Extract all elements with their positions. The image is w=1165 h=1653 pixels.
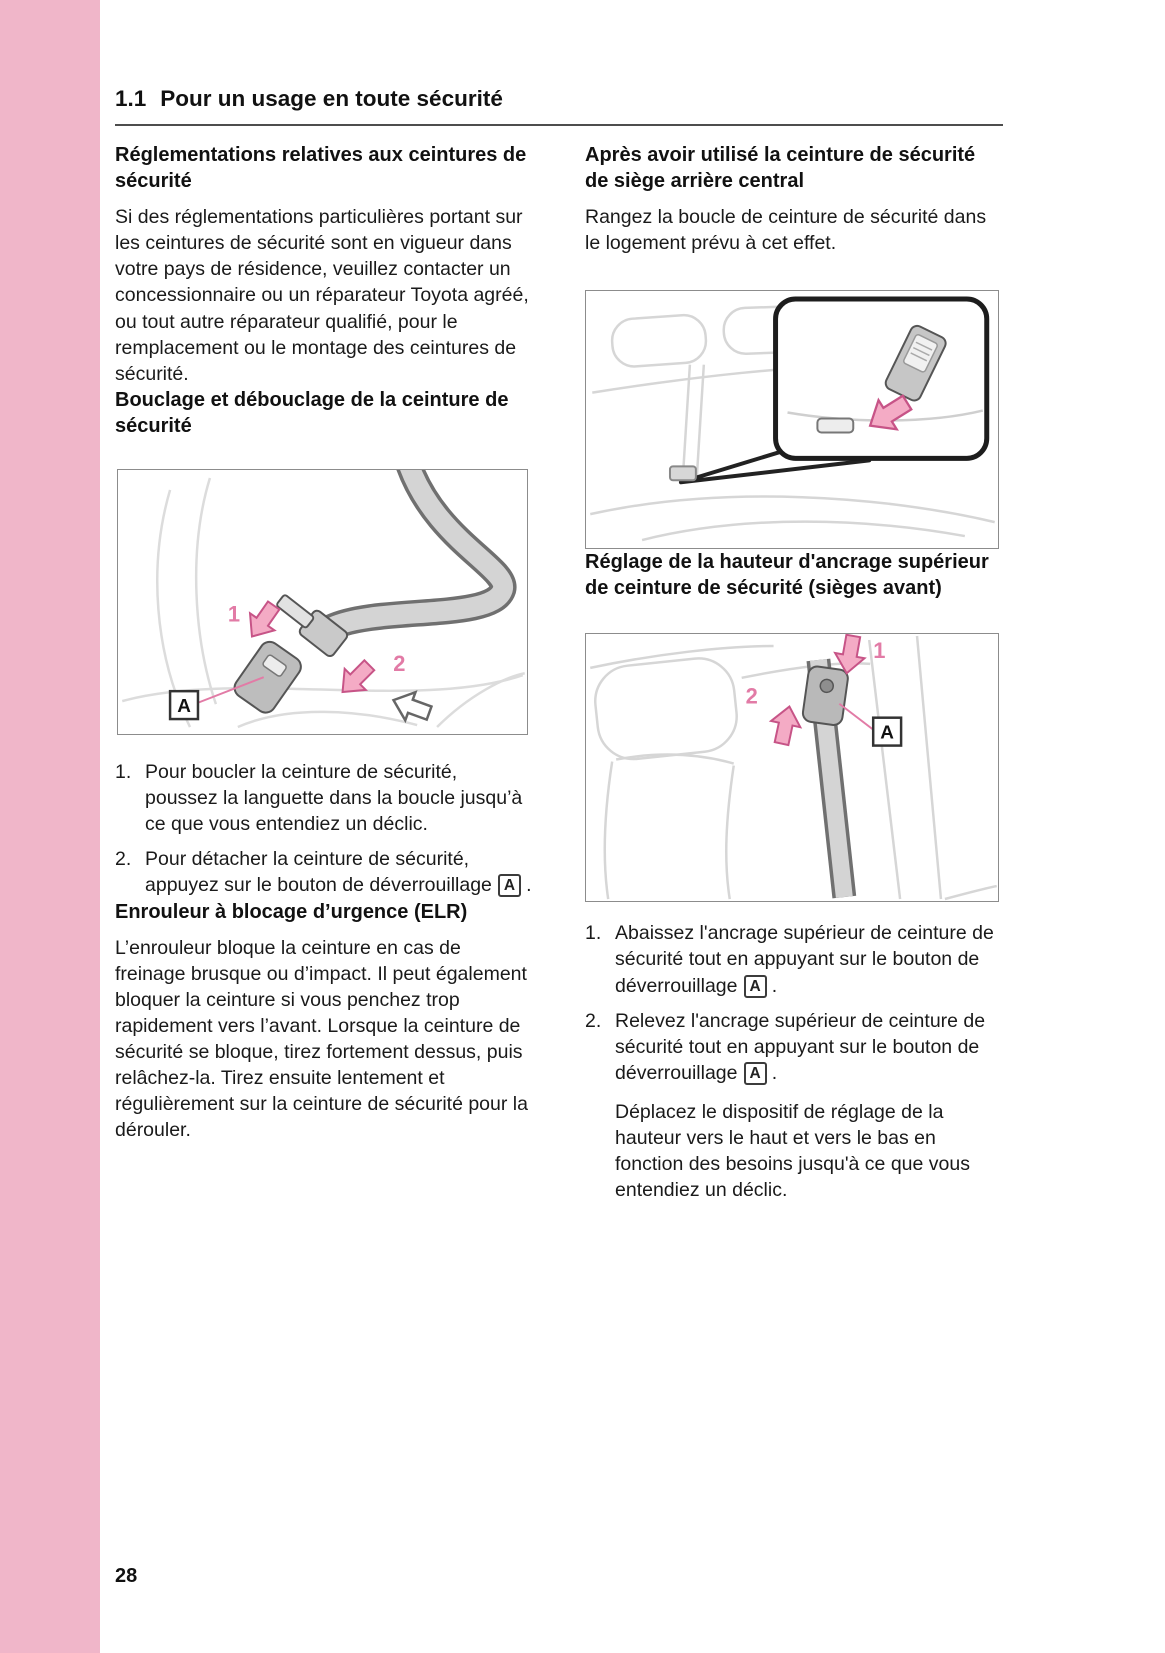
arrow-2-icon xyxy=(332,655,380,703)
inline-label-a-badge: A xyxy=(498,874,521,897)
height-adjust-note: Déplacez le dispositif de réglage de la hauteur vers le haut et vers le bas en fonction des besoins jusqu'à ce que vous entendiez un déclic. xyxy=(615,1101,970,1202)
cabin-contour-lines xyxy=(590,636,996,899)
heading-height-adjust: Réglage de la hauteur d'ancrage supérieur de ceinture de sécurité (sièges avant) xyxy=(585,551,989,600)
figure1-label-a: A xyxy=(177,695,191,717)
list-item xyxy=(115,759,533,837)
list-item-number: 2. xyxy=(585,1009,602,1032)
label-a-box xyxy=(873,718,901,746)
list-item-text-after: . xyxy=(526,874,532,897)
figure-shoulder-anchor-adjust xyxy=(585,633,999,902)
heading-buckling: Bouclage et débouclage de la ceinture de sécurité xyxy=(115,388,509,437)
list-item-number: 1. xyxy=(585,922,602,945)
figure3-label-2: 2 xyxy=(745,683,758,709)
figure1-label-1: 1 xyxy=(227,601,241,627)
arrow-up-2-icon xyxy=(767,704,804,747)
belt-buckle xyxy=(231,638,305,717)
figure-height-svg xyxy=(586,634,998,901)
figure1-label-2: 2 xyxy=(393,651,406,677)
figure3-label-a: A xyxy=(880,722,894,744)
buckling-steps-list xyxy=(115,759,533,899)
list-item xyxy=(585,920,1003,998)
buckle-storage-slot xyxy=(817,419,853,433)
list-item-text-after: . xyxy=(771,1061,778,1084)
shoulder-anchor-adjuster xyxy=(802,666,849,727)
list-item-text-after: . xyxy=(771,974,778,997)
inline-label-a-badge: A xyxy=(744,1062,767,1085)
page-title xyxy=(115,86,1003,126)
figure-buckle-svg xyxy=(118,470,527,734)
list-item xyxy=(115,846,533,898)
inline-label-a-badge: A xyxy=(744,975,767,998)
right-column xyxy=(585,142,1003,1204)
figure-buckle-unbuckle xyxy=(117,469,528,735)
list-item-number: 2. xyxy=(115,848,132,871)
section-title: Pour un usage en toute sécurité xyxy=(160,86,503,111)
callout-frame xyxy=(776,299,987,458)
figure-rear-svg xyxy=(586,291,998,548)
list-item-text xyxy=(615,920,1003,998)
left-column xyxy=(115,142,533,1144)
page-number: 28 xyxy=(115,1565,138,1587)
pink-edge-band xyxy=(0,0,100,1653)
list-item-number: 1. xyxy=(115,760,132,783)
stowed-buckle-on-seat xyxy=(670,467,696,481)
list-item-text xyxy=(615,1008,1003,1086)
height-adjust-steps-list xyxy=(585,920,1003,1086)
list-item-text: Pour boucler la ceinture de sécurité, poussez la languette dans la boucle jusqu’à ce que vous entendiez un déclic. xyxy=(145,760,523,836)
paragraph-elr: L’enrouleur bloque la ceinture en cas de freinage brusque ou d’impact. Il peut également bloquer la ceinture si vous penchez trop rapidement vers l’avant. Lorsque la ceinture de sécurité se bloque, tirez fortement dessus, puis relâchez-la. Tirez ensuite lentement et régulièrement sur la ceinture de sécurité pour la dérouler. xyxy=(115,936,528,1142)
paragraph-rear-center-belt: Rangez la boucle de ceinture de sécurité dans le logement prévu à cet effet. xyxy=(585,206,987,255)
paragraph-regulations: Si des réglementations particulières portant sur les ceintures de sécurité sont en vigueur dans votre pays de résidence, veuillez contacter un concessionnaire ou un réparateur Toyota agréé, ou tout autre réparateur qualifié, pour le remplacement ou le montage des ceintures de sécurité. xyxy=(115,206,529,385)
heading-rear-center-belt: Après avoir utilisé la ceinture de sécurité de siège arrière central xyxy=(585,144,976,192)
heading-elr: Enrouleur à blocage d’urgence (ELR) xyxy=(115,900,468,923)
list-item-text-before: Relevez l'ancrage supérieur de ceinture de sécurité tout en appuyant sur le bouton de déverrouillage xyxy=(615,1009,986,1084)
list-item-text-before: Abaissez l'ancrage supérieur de ceinture de sécurité tout en appuyant sur le bouton de déverrouillage xyxy=(615,922,994,997)
figure3-label-1: 1 xyxy=(873,638,886,664)
label-a-box xyxy=(170,691,198,719)
section-number: 1.1 xyxy=(115,86,147,111)
seat-belt-strap xyxy=(331,470,503,627)
figure-rear-buckle-storage xyxy=(585,290,999,549)
heading-regulations: Réglementations relatives aux ceintures de sécurité xyxy=(115,144,527,192)
list-item-text xyxy=(145,846,533,898)
list-item xyxy=(585,1008,1003,1086)
list-item-text-before: Pour détacher la ceinture de sécurité, appuyez sur le bouton de déverrouillage xyxy=(145,848,492,897)
label-a-leader-line xyxy=(839,704,873,730)
